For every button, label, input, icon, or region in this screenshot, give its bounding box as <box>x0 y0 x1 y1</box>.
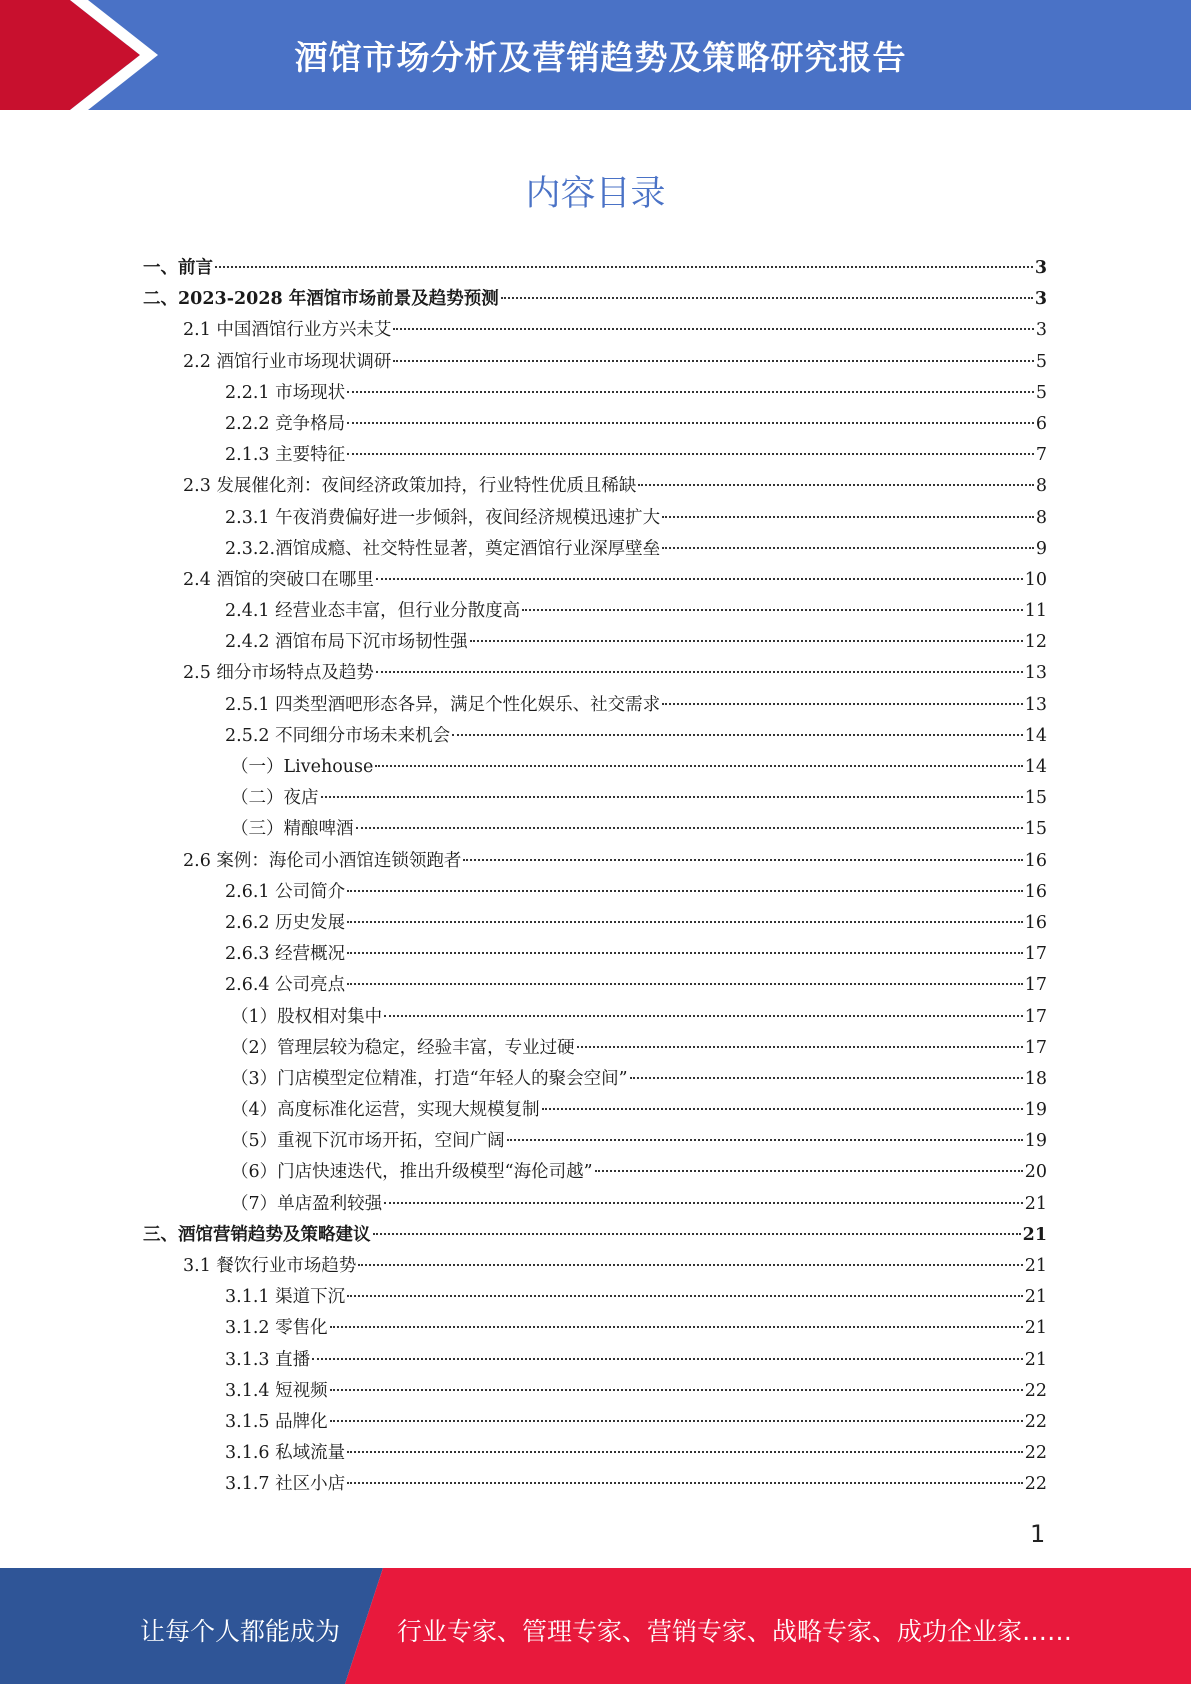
toc-entry[interactable] <box>143 1034 1047 1065</box>
toc-leader-dots <box>376 578 1023 580</box>
toc-entry[interactable] <box>143 1158 1047 1189</box>
toc-entry[interactable] <box>143 971 1047 1002</box>
footer-slogan-left: 让每个人都能成为 <box>140 1617 341 1646</box>
toc-entry[interactable] <box>143 504 1047 535</box>
toc-leader-dots <box>356 827 1023 829</box>
toc-entry-label: 2.6.2 历史发展 <box>225 912 346 933</box>
toc-entry-label: （3）门店模型定位精准，打造“年轻人的聚会空间” <box>231 1068 628 1089</box>
toc-entry-page: 15 <box>1024 819 1047 840</box>
table-of-contents <box>143 254 1047 1502</box>
toc-entry-page: 17 <box>1024 975 1047 996</box>
toc-leader-dots <box>215 266 1033 268</box>
toc-entry-label: 2.3.1 午夜消费偏好进一步倾斜，夜间经济规模迅速扩大 <box>225 507 661 528</box>
toc-entry-page: 9 <box>1035 538 1047 559</box>
toc-entry-label: 2.3.2.酒馆成瘾、社交特性显著，奠定酒馆行业深厚壁垒 <box>225 538 661 559</box>
toc-entry-page: 7 <box>1035 445 1047 466</box>
toc-entry[interactable] <box>143 1190 1047 1221</box>
toc-entry[interactable] <box>143 1408 1047 1439</box>
toc-leader-dots <box>470 640 1023 642</box>
toc-leader-dots <box>662 516 1034 518</box>
toc-entry[interactable] <box>143 1096 1047 1127</box>
toc-entry-label: （二）夜店 <box>231 788 319 809</box>
toc-leader-dots <box>347 921 1023 923</box>
toc-leader-dots <box>630 1077 1023 1079</box>
toc-leader-dots <box>638 484 1033 486</box>
toc-leader-dots <box>595 1170 1023 1172</box>
toc-entry-label: 2.1.3 主要特征 <box>225 445 346 466</box>
toc-entry-label: （1）股权相对集中 <box>231 1006 383 1027</box>
toc-entry[interactable] <box>143 1252 1047 1283</box>
toc-entry-label: 2.5.2 不同细分市场未来机会 <box>225 725 451 746</box>
toc-entry-label: （2）管理层较为稳定，经验丰富，专业过硬 <box>231 1037 575 1058</box>
toc-entry-label: 2.3 发展催化剂：夜间经济政策加持，行业特性优质且稀缺 <box>183 476 637 497</box>
toc-entry-page: 21 <box>1024 1193 1047 1214</box>
toc-entry-label: （4）高度标准化运营，实现大规模复制 <box>231 1100 540 1121</box>
toc-leader-dots <box>347 1451 1023 1453</box>
toc-entry[interactable] <box>143 1127 1047 1158</box>
toc-entry-label: 三、酒馆营销趋势及策略建议 <box>143 1224 371 1245</box>
toc-leader-dots <box>347 952 1023 954</box>
toc-leader-dots <box>347 983 1023 985</box>
toc-entry-page: 22 <box>1024 1443 1047 1464</box>
toc-entry[interactable] <box>143 348 1047 379</box>
toc-entry[interactable] <box>143 410 1047 441</box>
toc-entry[interactable] <box>143 441 1047 472</box>
toc-entry[interactable] <box>143 815 1047 846</box>
toc-entry-label: 2.4.2 酒馆布局下沉市场韧性强 <box>225 632 468 653</box>
toc-entry-page: 3 <box>1034 258 1047 278</box>
toc-entry[interactable] <box>143 847 1047 878</box>
toc-entry-page: 13 <box>1024 694 1047 715</box>
toc-entry-page: 21 <box>1024 1287 1047 1308</box>
toc-entry-page: 22 <box>1024 1411 1047 1432</box>
toc-entry-page: 22 <box>1024 1380 1047 1401</box>
toc-entry[interactable] <box>143 379 1047 410</box>
toc-leader-dots <box>321 796 1023 798</box>
toc-entry[interactable] <box>143 597 1047 628</box>
toc-entry[interactable] <box>143 878 1047 909</box>
toc-entry-label: 一、前言 <box>143 258 213 278</box>
toc-entry-label: 2.4 酒馆的突破口在哪里 <box>183 569 374 590</box>
toc-entry[interactable] <box>143 472 1047 503</box>
toc-entry-label: 3.1.7 社区小店 <box>225 1474 346 1495</box>
toc-entry[interactable] <box>143 1065 1047 1096</box>
toc-leader-dots <box>347 1482 1023 1484</box>
toc-entry-page: 5 <box>1035 351 1047 372</box>
toc-entry-page: 17 <box>1024 1037 1047 1058</box>
toc-entry[interactable] <box>143 691 1047 722</box>
toc-entry-label: 2.5.1 四类型酒吧形态各异，满足个性化娱乐、社交需求 <box>225 694 661 715</box>
toc-leader-dots <box>376 671 1023 673</box>
toc-entry[interactable] <box>143 1003 1047 1034</box>
toc-entry-page: 6 <box>1035 413 1047 434</box>
toc-leader-dots <box>347 422 1034 424</box>
toc-entry[interactable] <box>143 535 1047 566</box>
toc-entry-page: 21 <box>1024 1256 1047 1276</box>
toc-leader-dots <box>662 547 1034 549</box>
toc-leader-dots <box>501 297 1033 299</box>
toc-entry-label: （7）单店盈利较强 <box>231 1193 383 1214</box>
toc-entry[interactable] <box>143 254 1047 285</box>
toc-entry-page: 5 <box>1035 382 1047 403</box>
toc-leader-dots <box>463 859 1022 861</box>
toc-leader-dots <box>330 1326 1023 1328</box>
toc-entry-label: 3.1 餐饮行业市场趋势 <box>183 1256 357 1276</box>
toc-entry-label: （5）重视下沉市场开拓，空间广阔 <box>231 1131 505 1152</box>
toc-entry-label: 2.5 细分市场特点及趋势 <box>183 663 374 684</box>
toc-entry-label: 3.1.4 短视频 <box>225 1380 328 1401</box>
toc-entry-label: 2.4.1 经营业态丰富，但行业分散度高 <box>225 601 521 622</box>
toc-entry[interactable] <box>143 1346 1047 1377</box>
toc-entry[interactable] <box>143 1470 1047 1501</box>
toc-leader-dots <box>347 890 1023 892</box>
toc-entry-page: 21 <box>1024 1318 1047 1339</box>
toc-entry-label: （一）Livehouse <box>231 757 374 777</box>
toc-entry-page: 13 <box>1024 663 1047 684</box>
toc-entry-page: 21 <box>1022 1224 1047 1245</box>
toc-leader-dots <box>347 1295 1023 1297</box>
toc-entry-label: 2.2 酒馆行业市场现状调研 <box>183 351 392 372</box>
toc-entry[interactable] <box>143 566 1047 597</box>
toc-entry-page: 3 <box>1034 289 1047 310</box>
toc-entry[interactable] <box>143 753 1047 784</box>
toc-entry[interactable] <box>143 722 1047 753</box>
toc-entry-label: 二、2023-2028 年酒馆市场前景及趋势预测 <box>143 289 499 310</box>
toc-entry-label: 2.6.3 经营概况 <box>225 944 346 965</box>
toc-entry-page: 19 <box>1024 1100 1047 1121</box>
toc-entry-page: 20 <box>1024 1162 1047 1183</box>
toc-entry-label: 2.2.2 竞争格局 <box>225 413 346 434</box>
toc-entry-page: 8 <box>1035 476 1047 497</box>
toc-leader-dots <box>384 1015 1023 1017</box>
toc-entry-label: 2.6.4 公司亮点 <box>225 975 346 996</box>
page-number: 1 <box>1030 1520 1046 1548</box>
toc-leader-dots <box>375 765 1022 767</box>
toc-leader-dots <box>522 609 1023 611</box>
toc-leader-dots <box>373 1233 1021 1235</box>
toc-leader-dots <box>393 328 1033 330</box>
toc-leader-dots <box>507 1139 1023 1141</box>
toc-entry-page: 14 <box>1024 725 1047 746</box>
toc-heading: 内容目录 <box>525 174 666 214</box>
toc-entry-page: 11 <box>1024 601 1047 622</box>
toc-leader-dots <box>347 453 1034 455</box>
toc-entry-page: 14 <box>1024 757 1047 777</box>
footer-slogan-right: 行业专家、管理专家、营销专家、战略专家、成功企业家…… <box>397 1617 1073 1646</box>
toc-entry-page: 16 <box>1024 881 1047 902</box>
toc-entry-page: 3 <box>1035 320 1047 341</box>
toc-leader-dots <box>330 1420 1023 1422</box>
toc-entry-label: 3.1.2 零售化 <box>225 1318 328 1339</box>
toc-leader-dots <box>577 1046 1023 1048</box>
toc-entry[interactable] <box>143 1283 1047 1314</box>
toc-leader-dots <box>452 734 1023 736</box>
toc-leader-dots <box>330 1389 1023 1391</box>
toc-entry-label: （三）精酿啤酒 <box>231 819 354 840</box>
toc-leader-dots <box>347 391 1034 393</box>
toc-entry[interactable] <box>143 659 1047 690</box>
toc-entry-page: 19 <box>1024 1131 1047 1152</box>
toc-leader-dots <box>358 1264 1022 1266</box>
toc-entry[interactable] <box>143 285 1047 316</box>
toc-entry[interactable] <box>143 628 1047 659</box>
toc-entry-page: 18 <box>1024 1068 1047 1089</box>
toc-entry-page: 8 <box>1035 507 1047 528</box>
toc-entry-page: 10 <box>1024 569 1047 590</box>
toc-leader-dots <box>384 1202 1023 1204</box>
toc-entry-label: 2.1 中国酒馆行业方兴未艾 <box>183 320 392 341</box>
toc-entry-page: 16 <box>1024 912 1047 933</box>
toc-entry[interactable] <box>143 784 1047 815</box>
toc-entry[interactable] <box>143 1314 1047 1345</box>
toc-entry-label: 2.2.1 市场现状 <box>225 382 346 403</box>
toc-entry-label: 3.1.1 渠道下沉 <box>225 1287 346 1308</box>
toc-leader-dots <box>662 703 1023 705</box>
toc-entry-label: 2.6.1 公司简介 <box>225 881 346 902</box>
toc-entry-page: 12 <box>1024 632 1047 653</box>
toc-entry-label: 2.6 案例：海伦司小酒馆连锁领跑者 <box>183 850 462 871</box>
toc-entry[interactable] <box>143 1221 1047 1252</box>
toc-entry-page: 22 <box>1024 1474 1047 1495</box>
toc-entry-page: 17 <box>1024 1006 1047 1027</box>
toc-entry-page: 15 <box>1024 788 1047 809</box>
toc-entry-label: 3.1.6 私域流量 <box>225 1443 346 1464</box>
toc-entry-label: 3.1.3 直播 <box>225 1349 311 1370</box>
toc-entry-label: 3.1.5 品牌化 <box>225 1411 328 1432</box>
toc-entry-label: （6）门店快速迭代，推出升级模型“海伦司越” <box>231 1162 593 1183</box>
toc-entry-page: 17 <box>1024 944 1047 965</box>
toc-entry[interactable] <box>143 940 1047 971</box>
report-title: 酒馆市场分析及营销趋势及策略研究报告 <box>294 37 907 77</box>
toc-leader-dots <box>312 1358 1023 1360</box>
toc-entry-page: 21 <box>1024 1349 1047 1370</box>
header-banner <box>0 0 1191 110</box>
toc-entry[interactable] <box>143 316 1047 347</box>
toc-entry[interactable] <box>143 1377 1047 1408</box>
toc-entry[interactable] <box>143 909 1047 940</box>
toc-leader-dots <box>542 1108 1023 1110</box>
toc-leader-dots <box>393 360 1033 362</box>
toc-entry-page: 16 <box>1024 850 1047 871</box>
toc-entry[interactable] <box>143 1439 1047 1470</box>
